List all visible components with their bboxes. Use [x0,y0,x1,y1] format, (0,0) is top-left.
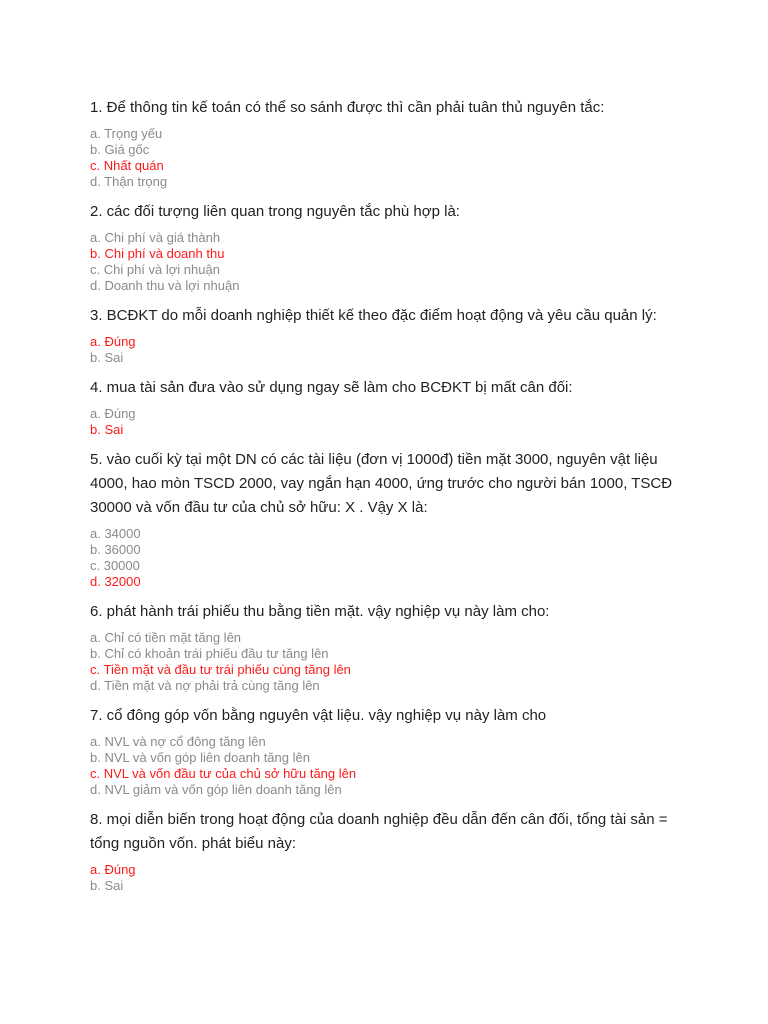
question-text: 7. cổ đông góp vốn bằng nguyên vật liệu. vậy nghiệp vụ này làm cho [90,707,547,724]
answer-options [90,630,690,694]
question-7 [90,704,690,798]
answer-option: a. Chi phí và giá thành [90,230,221,245]
answer-options [90,230,690,294]
answer-option: b. Giá gốc [90,142,150,157]
answer-option: b. Sai [90,350,124,365]
question-text: 4. mua tài sản đưa vào sử dụng ngay sẽ làm cho BCĐKT bị mất cân đối: [90,379,573,396]
question-text: 6. phát hành trái phiếu thu bằng tiền mặt. vậy nghiệp vụ này làm cho: [90,603,550,620]
question-3 [90,304,690,366]
correct-answer-option: c. Nhất quán [90,158,164,173]
correct-answer-option: c. NVL và vốn đầu tư của chủ sở hữu tăng lên [90,766,357,781]
correct-answer-option: a. Đúng [90,334,136,349]
answer-option: d. Tiền mặt và nợ phải trả cùng tăng lên [90,678,320,693]
answer-option: b. NVL và vốn góp liên doanh tăng lên [90,750,310,765]
answer-option: a. Trọng yếu [90,126,163,141]
answer-option: a. Đúng [90,406,136,421]
answer-option: c. Chi phí và lợi nhuận [90,262,220,277]
answer-options [90,526,690,590]
question-4 [90,376,690,438]
quiz-document [90,96,690,904]
question-text: 5. vào cuối kỳ tại một DN có các tài liệu (đơn vị 1000đ) tiền mặt 3000, nguyên vật liệu 4000, hao mòn TSCD 2000, vay ngắn hạn 4000, ứng trước cho người bán 1000, TSCĐ 30000 và vốn đầu tư của chủ sở hữu: X . Vậy X là: [90,451,673,516]
answer-options [90,862,690,894]
question-text: 1. Để thông tin kế toán có thể so sánh được thì cần phải tuân thủ nguyên tắc: [90,99,605,116]
answer-option: a. NVL và nợ cổ đông tăng lên [90,734,266,749]
question-6 [90,600,690,694]
answer-options [90,406,690,438]
answer-option: b. Sai [90,878,124,893]
question-text: 3. BCĐKT do mỗi doanh nghiệp thiết kế theo đặc điểm hoạt động và yêu cầu quản lý: [90,307,657,324]
answer-options [90,734,690,798]
question-8 [90,808,690,894]
question-text: 8. mọi diễn biến trong hoạt động của doanh nghiệp đều dẫn đến cân đối, tổng tài sản = tổng nguồn vốn. phát biểu này: [90,811,668,852]
answer-option: d. Doanh thu và lợi nhuận [90,278,240,293]
answer-option: b. 36000 [90,542,141,557]
question-1 [90,96,690,190]
question-text: 2. các đối tượng liên quan trong nguyên tắc phù hợp là: [90,203,460,220]
correct-answer-option: d. 32000 [90,574,141,589]
correct-answer-option: b. Sai [90,422,124,437]
answer-option: a. Chỉ có tiền mặt tăng lên [90,630,242,645]
correct-answer-option: a. Đúng [90,862,136,877]
answer-option: c. 30000 [90,558,140,573]
answer-option: a. 34000 [90,526,141,541]
answer-options [90,126,690,190]
answer-option: d. NVL giảm và vốn góp liên doanh tăng lên [90,782,342,797]
answer-option: d. Thận trọng [90,174,168,189]
answer-option: b. Chỉ có khoản trái phiếu đầu tư tăng lên [90,646,329,661]
correct-answer-option: c. Tiền mặt và đầu tư trái phiếu cùng tăng lên [90,662,351,677]
correct-answer-option: b. Chi phí và doanh thu [90,246,225,261]
answer-options [90,334,690,366]
question-2 [90,200,690,294]
question-5 [90,448,690,590]
